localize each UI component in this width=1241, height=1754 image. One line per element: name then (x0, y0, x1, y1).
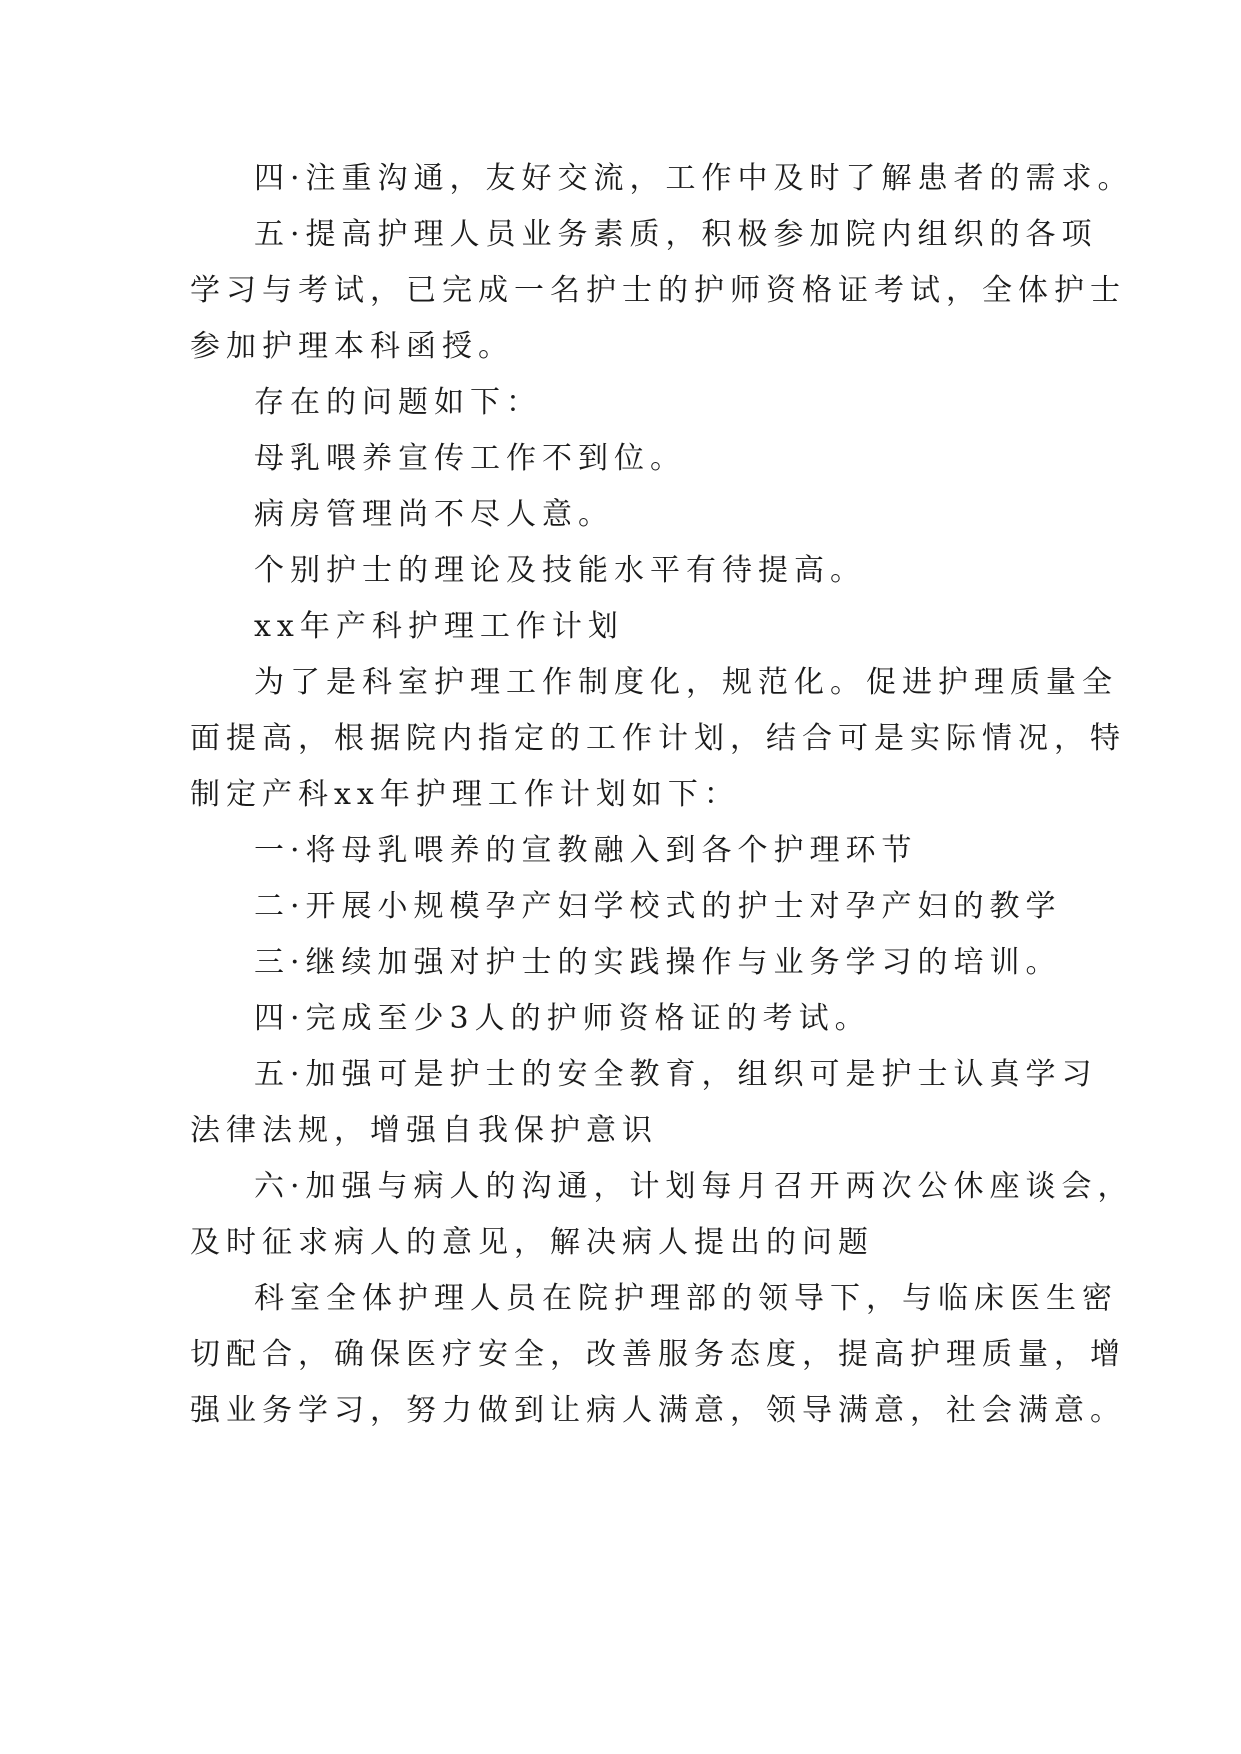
paragraph-line: 强业务学习，努力做到让病人满意，领导满意，社会满意。 (190, 1393, 1126, 1428)
list-item: 母乳喂养宣传工作不到位。 (254, 441, 686, 476)
paragraph-line: 四·注重沟通，友好交流，工作中及时了解患者的需求。 (254, 161, 1134, 196)
plan-item-continuation: 及时征求病人的意见，解决病人提出的问题 (190, 1225, 874, 1260)
list-item: 个别护士的理论及技能水平有待提高。 (254, 553, 866, 588)
plan-item: 二·开展小规模孕产妇学校式的护士对孕产妇的教学 (254, 889, 1062, 924)
paragraph-line: 学习与考试，已完成一名护士的护师资格证考试，全体护士 (190, 273, 1126, 308)
paragraph-line: 科室全体护理人员在院护理部的领导下，与临床医生密 (254, 1281, 1118, 1316)
paragraph-line: 面提高，根据院内指定的工作计划，结合可是实际情况，特 (190, 721, 1126, 756)
plan-item: 三·继续加强对护士的实践操作与业务学习的培训。 (254, 945, 1062, 980)
plan-item: 一·将母乳喂养的宣教融入到各个护理环节 (254, 833, 918, 868)
paragraph-line: 参加护理本科函授。 (190, 329, 514, 364)
plan-item: 六·加强与病人的沟通，计划每月召开两次公休座谈会， (254, 1169, 1134, 1204)
paragraph-line: 为了是科室护理工作制度化，规范化。促进护理质量全 (254, 665, 1118, 700)
list-item: 病房管理尚不尽人意。 (254, 497, 614, 532)
paragraph-line: 切配合，确保医疗安全，改善服务态度，提高护理质量，增 (190, 1337, 1126, 1372)
section-title: xx年产科护理工作计划 (254, 609, 624, 644)
plan-item: 四·完成至少3人的护师资格证的考试。 (254, 1001, 871, 1036)
plan-item: 五·加强可是护士的安全教育，组织可是护士认真学习 (254, 1057, 1098, 1092)
section-heading: 存在的问题如下： (254, 385, 542, 420)
paragraph-line: 制定产科xx年护理工作计划如下： (190, 777, 740, 812)
paragraph-line: 五·提高护理人员业务素质，积极参加院内组织的各项 (254, 217, 1098, 252)
plan-item-continuation: 法律法规，增强自我保护意识 (190, 1113, 658, 1148)
